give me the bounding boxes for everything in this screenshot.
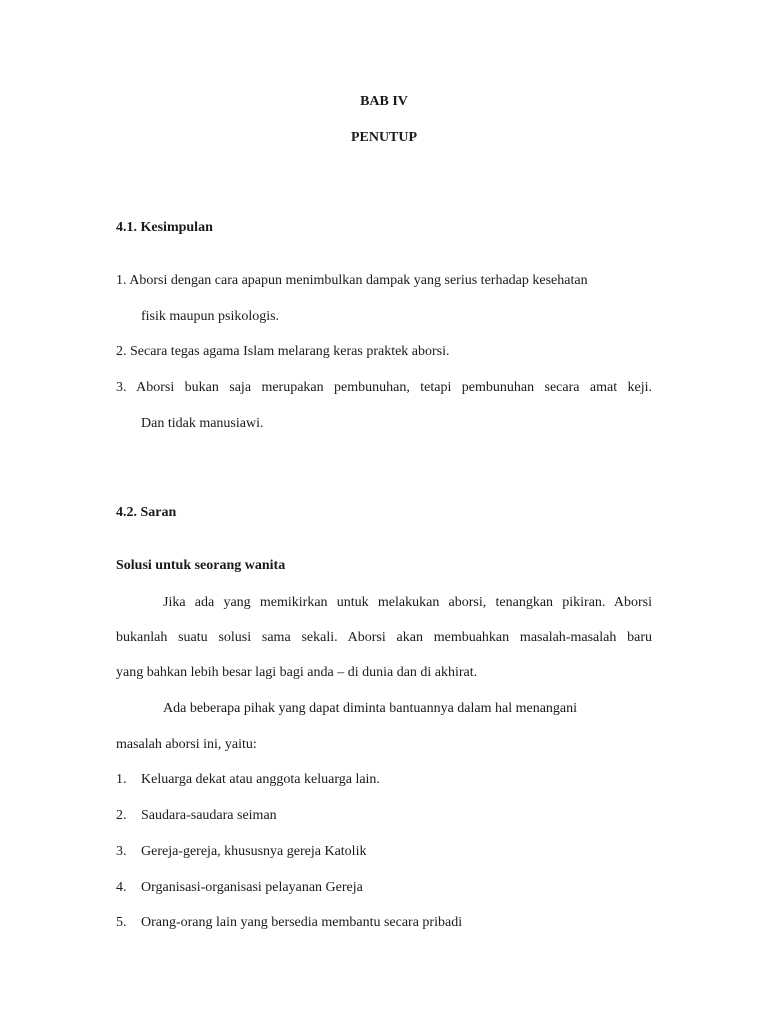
list-item-number: 2. (116, 808, 127, 823)
chapter-title: PENUTUP (350, 130, 418, 145)
conclusion-item-1-line-2: fisik maupun psikologis. (141, 309, 280, 324)
conclusion-item-1-line-1: 1. Aborsi dengan cara apapun menimbulkan dampak yang serius terhadap kesehatan (116, 273, 588, 288)
list-item (0, 808, 768, 828)
list-item (0, 880, 768, 900)
list-item-text: Gereja-gereja, khususnya gereja Katolik (141, 844, 367, 859)
section-heading-conclusion: 4.1. Kesimpulan (116, 220, 213, 235)
list-item-number: 1. (116, 772, 127, 787)
list-item (0, 844, 768, 864)
list-item-number: 5. (116, 915, 127, 930)
chapter-number: BAB IV (360, 94, 408, 109)
list-item-text: Saudara-saudara seiman (141, 808, 277, 823)
paragraph-2-line-1: Ada beberapa pihak yang dapat diminta bantuannya dalam hal menangani (163, 701, 578, 716)
conclusion-item-2: 2. Secara tegas agama Islam melarang keras praktek aborsi. (116, 344, 450, 359)
subheading-solution: Solusi untuk seorang wanita (116, 558, 286, 573)
section-heading-suggestion: 4.2. Saran (116, 505, 177, 520)
list-item-text: Orang-orang lain yang bersedia membantu secara pribadi (141, 915, 463, 930)
conclusion-item-3-line-1: 3. Aborsi bukan saja merupakan pembunuhan, tetapi pembunuhan secara amat keji. (116, 380, 652, 395)
list-item (0, 772, 768, 792)
list-item-number: 4. (116, 880, 127, 895)
paragraph-1-line-2: bukanlah suatu solusi sama sekali. Aborsi akan membuahkan masalah-masalah baru (116, 630, 652, 645)
list-item-text: Organisasi-organisasi pelayanan Gereja (141, 880, 363, 895)
list-item-number: 3. (116, 844, 127, 859)
paragraph-1-line-1: Jika ada yang memikirkan untuk melakukan aborsi, tenangkan pikiran. Aborsi (163, 595, 652, 610)
conclusion-item-3-line-2: Dan tidak manusiawi. (141, 416, 264, 431)
paragraph-1-line-3: yang bahkan lebih besar lagi bagi anda – di dunia dan di akhirat. (116, 665, 478, 680)
paragraph-2-line-2: masalah aborsi ini, yaitu: (116, 737, 257, 752)
list-item (0, 915, 768, 935)
list-item-text: Keluarga dekat atau anggota keluarga lain. (141, 772, 380, 787)
